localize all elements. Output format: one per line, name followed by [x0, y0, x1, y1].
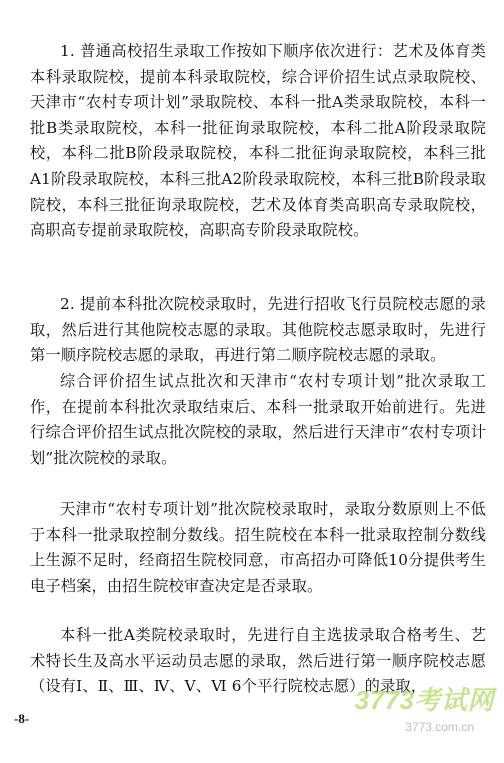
paragraph-early-undergraduate: 2. 提前本科批次院校录取时，先进行招收飞行员院校志愿的录取，然后进行其他院校志愿的录取。其他院校志愿录取时，先进行第一顺序院校志愿的录取，再进行第二顺序院校志愿的录取。 [30, 295, 486, 365]
watermark-url: 3773.com.cn [405, 720, 474, 734]
paragraph-rural-special-plan: 天津市“农村专项计划”批次院校录取时，录取分数原则上不低于本科一批录取控制分数线。招生院校在本科一批录取控制分数线上生源不足时，经商招生院校同意，市高招办可降低10分提供考生电子档案，由招生院校审查决定是否录取。 [30, 500, 486, 595]
paragraph-first-batch-a: 本科一批A类院校录取时，先进行自主选拔录取合格考生、艺术特长生及高水平运动员志愿的录取，然后进行第一顺序院校志愿（设有Ⅰ、Ⅱ、Ⅲ、Ⅳ、Ⅴ、Ⅵ 6个平行院校志愿）的录取， [30, 626, 486, 696]
paragraph-admission-order: 1. 普通高校招生录取工作按如下顺序依次进行：艺术及体育类本科录取院校，提前本科录取院校，综合评价招生试点录取院校、天津市“农村专项计划”录取院校、本科一批A类录取院校，本科一批B类录取院校，本科一批征询录取院校，本科二批A阶段录取院校，本科二批B阶段录取院校，本科二批征询录取院校，本科三批A1阶段录取院校，本科三批A2阶段录取院校，本科三批B阶段录取院校，本科三批征询录取院校，艺术及体育类高职高专录取院校，高职高专提前录取院校，高职高专阶段录取院校。 [30, 42, 486, 240]
page-number: -8- [14, 711, 30, 726]
watermark-logo: 3773考试网 [354, 685, 494, 715]
paragraph-comprehensive-evaluation: 综合评价招生试点批次和天津市“农村专项计划”批次录取工作，在提前本科批次录取结束后、本科一批录取开始前进行。先进行综合评价招生试点批次院校的录取，然后进行天津市“农村专项计划”批次院校的录取。 [30, 372, 486, 467]
